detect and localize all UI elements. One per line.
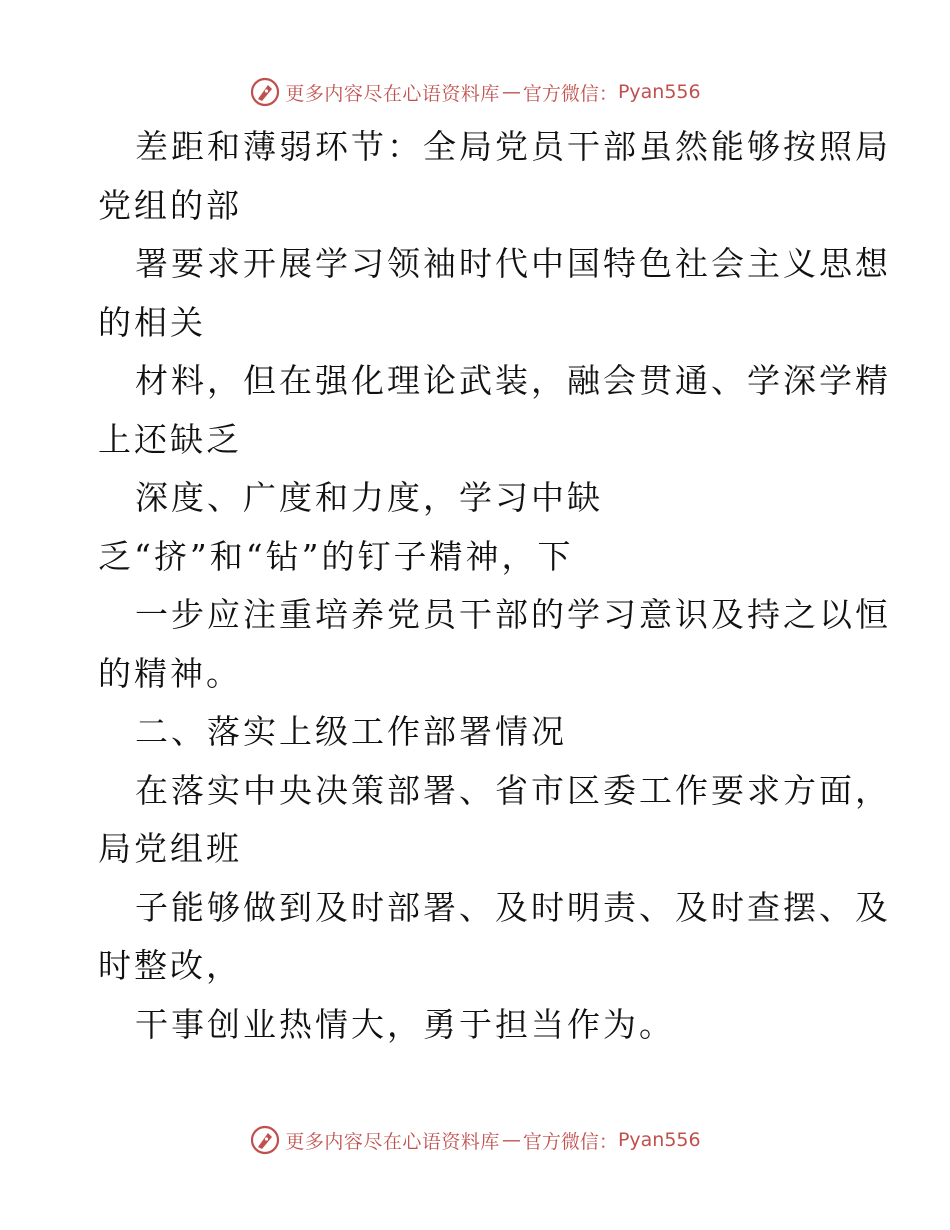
text-line: 子能够做到及时部署、及时明责、及时查摆、及 [135,887,891,927]
watermark-label: 官方微信： [522,1130,618,1153]
text-line: 局党组班 [98,829,242,868]
watermark-text: 更多内容尽在心语资料库 [285,1130,500,1153]
text-line: 时整改， [98,946,242,985]
watermark-separator: — [501,1129,521,1151]
text-line: 上还缺乏 [98,419,242,459]
pen-nib-logo-icon [249,76,281,108]
watermark-wechat-id: Pyan556 [617,81,701,103]
text-line: 一步应注重培养党员干部的学习意识及持之以恒 [135,595,891,634]
watermark-separator: — [501,81,521,103]
text-line: 干事创业热情大，勇于担当作为。 [135,1004,675,1044]
section-heading: 二、落实上级工作部署情况 [135,712,567,751]
watermark-wechat-id: Pyan556 [617,1129,701,1151]
text-line: 的精神。 [98,653,242,693]
text-line: 材料，但在强化理论武装，融会贯通、学深学精 [135,361,891,400]
header-watermark [0,72,950,112]
text-line: 署要求开展学习领袖时代中国特色社会主义思想 [135,244,891,283]
text-line: 的相关 [98,302,206,342]
footer-watermark [0,1120,950,1160]
text-line: 深度、广度和力度，学习中缺 [135,478,603,517]
text-line: 差距和薄弱环节：全局党员干部虽然能够按照局 [135,127,891,166]
watermark-text: 更多内容尽在心语资料库 [285,82,500,105]
pen-nib-logo-icon [249,1124,281,1156]
watermark-label: 官方微信： [522,82,618,105]
text-line: 乏“挤”和“钻”的钉子精神，下 [98,536,574,576]
text-line: 在落实中央决策部署、省市区委工作要求方面， [135,770,891,810]
document-body [98,118,891,1054]
text-line: 党组的部 [98,185,242,225]
